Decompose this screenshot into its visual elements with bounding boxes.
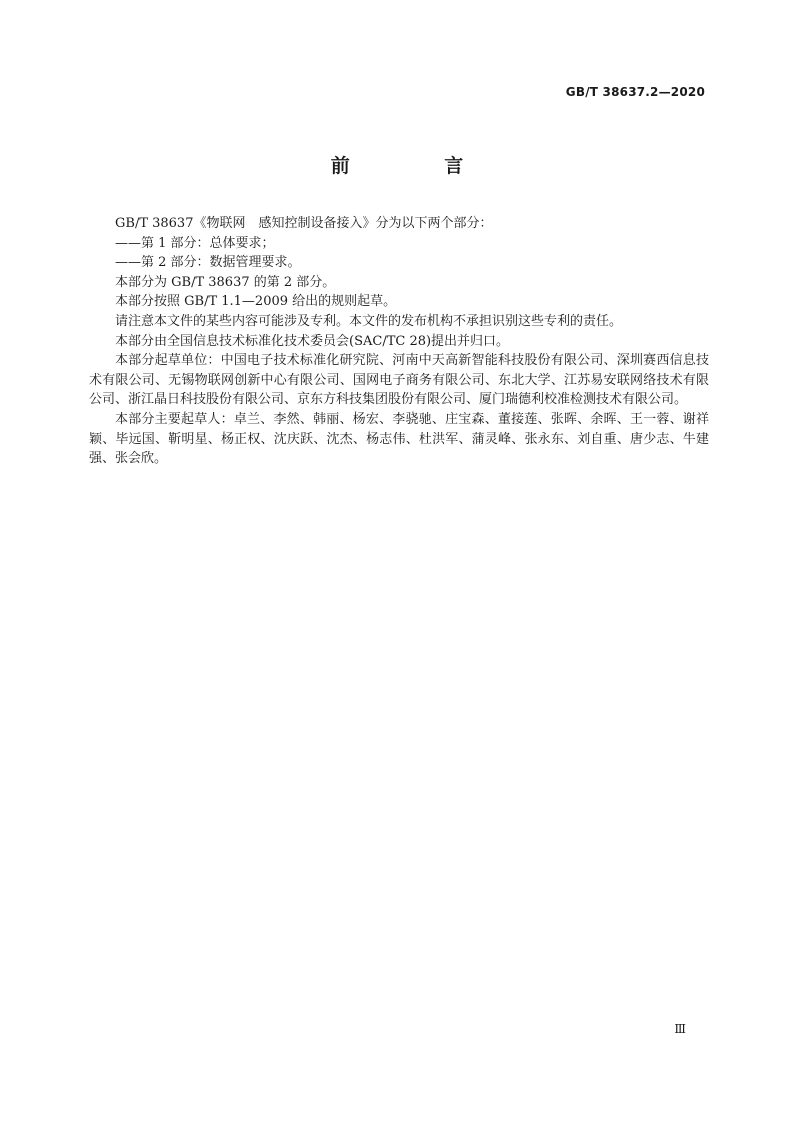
page-number: Ⅲ	[674, 1022, 686, 1036]
paragraph-proposer: 本部分由全国信息技术标准化技术委员会(SAC/TC 28)提出并归口。	[115, 333, 510, 349]
paragraph-drafting-units: 本部分起草单位：中国电子技术标准化研究院、河南中天高新智能科技股份有限公司、深圳赛西信息技术有限公司、无锡物联网创新中心有限公司、国网电子商务有限公司、东北大学、江苏易安联网络技术有限公司、浙江晶日科技股份有限公司、京东方科技集团股份有限公司、厦门瑞德利校准检测技术有限公司。	[89, 353, 709, 408]
foreword-body	[89, 214, 709, 469]
page-title: 前 言	[330, 155, 508, 177]
list-item-part-1: ——第 1 部分：总体要求；	[115, 235, 275, 251]
standard-code: GB/T 38637.2—2020	[565, 85, 705, 99]
paragraph-drafting-rules: 本部分按照 GB/T 1.1—2009 给出的规则起草。	[115, 294, 397, 310]
paragraph-intro: GB/T 38637《物联网 感知控制设备接入》分为以下两个部分：	[115, 216, 493, 231]
paragraph-drafters: 本部分主要起草人：卓兰、李然、韩丽、杨宏、李骁驰、庄宝森、董接莲、张晖、余晖、王一蓉、谢祥颖、毕远国、靳明星、杨正权、沈庆跃、沈杰、杨志伟、杜洪军、蒲灵峰、张永东、刘自重、唐少志、牛建强、张会欣。	[89, 411, 709, 467]
paragraph-patent-notice: 请注意本文件的某些内容可能涉及专利。本文件的发布机构不承担识别这些专利的责任。	[115, 313, 623, 329]
paragraph-part-statement: 本部分为 GB/T 38637 的第 2 部分。	[115, 274, 336, 290]
list-item-part-2: ——第 2 部分：数据管理要求。	[115, 255, 301, 271]
